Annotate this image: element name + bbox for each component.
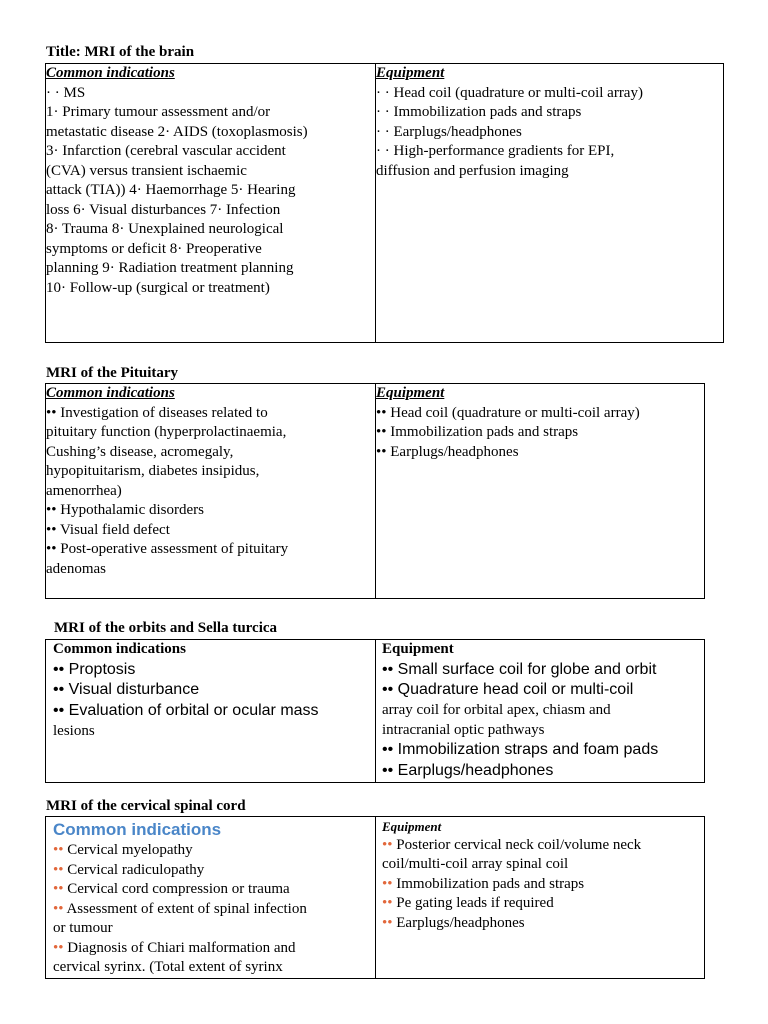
cervical-indication-line: •• Diagnosis of Chiari malformation and <box>53 939 296 956</box>
brain-indication-line: (CVA) versus transient ischaemic <box>46 162 247 179</box>
orbits-indications-cell <box>46 640 376 783</box>
orbits-indication-line: lesions <box>53 722 95 739</box>
cervical-equipment-line: •• Earplugs/headphones <box>382 914 525 931</box>
pituitary-indication-line: hypopituitarism, diabetes insipidus, <box>46 463 260 479</box>
brain-equipment-line: · · Head coil (quadrature or multi-coil array) <box>376 84 643 101</box>
cervical-equipment-line: •• Immobilization pads and straps <box>382 875 585 892</box>
brain-indication-line: 8· Trauma 8· Unexplained neurological <box>46 221 284 237</box>
orbits-indication-line: •• Proptosis <box>53 660 136 678</box>
cervical-indication-line: •• Cervical radiculopathy <box>53 861 205 878</box>
brain-indication-line: 10· Follow-up (surgical or treatment) <box>46 279 270 296</box>
pituitary-equipment-line: •• Immobilization pads and straps <box>376 424 579 440</box>
pituitary-indication-line: •• Investigation of diseases related to <box>46 404 268 421</box>
cervical-indication-line: •• Cervical cord compression or trauma <box>53 881 290 898</box>
pituitary-equipment-line: •• Head coil (quadrature or multi-coil array) <box>376 404 640 421</box>
brain-indication-line: · · MS <box>46 84 86 101</box>
pituitary-indication-line: pituitary function (hyperprolactinaemia, <box>46 424 287 440</box>
brain-table <box>45 63 724 343</box>
cervical-indication-line: or tumour <box>53 920 113 937</box>
cervical-equipment-cell <box>376 817 705 979</box>
pituitary-equipment-cell <box>376 384 705 599</box>
cervical-equipment-line: coil/multi-coil array spinal coil <box>382 856 569 873</box>
brain-equipment-cell <box>376 64 724 343</box>
bullet-icon: •• <box>382 836 393 853</box>
brain-equipment-line: · · High-performance gradients for EPI, <box>376 143 615 159</box>
cervical-section-title: MRI of the cervical spinal cord <box>46 798 246 814</box>
orbits-indication-line: •• Evaluation of orbital or ocular mass <box>53 702 319 720</box>
brain-indication-line: 1· Primary tumour assessment and/or <box>46 104 271 120</box>
bullet-icon: •• <box>53 842 64 859</box>
cervical-equipment-line: •• Posterior cervical neck coil/volume neck <box>382 836 642 853</box>
orbits-equipment-header: Equipment <box>382 641 454 657</box>
orbits-table <box>45 639 705 783</box>
pituitary-equipment-line: •• Earplugs/headphones <box>376 443 519 460</box>
pituitary-equipment-header: Equipment <box>376 385 445 401</box>
orbits-equipment-line: array coil for orbital apex, chiasm and <box>382 702 611 719</box>
orbits-equipment-line: intracranial optic pathways <box>382 721 545 738</box>
bullet-icon: •• <box>382 895 393 912</box>
brain-equipment-line: · · Immobilization pads and straps <box>376 104 582 120</box>
cervical-indications-cell <box>46 817 376 979</box>
orbits-indication-line: •• Visual disturbance <box>53 681 200 699</box>
orbits-equipment-line: •• Quadrature head coil or multi-coil <box>382 681 634 699</box>
pituitary-table <box>45 383 705 599</box>
bullet-icon: •• <box>53 939 64 956</box>
pituitary-indication-line: adenomas <box>46 560 106 577</box>
pituitary-indication-line: •• Hypothalamic disorders <box>46 502 204 518</box>
brain-indication-line: planning 9· Radiation treatment planning <box>46 260 294 276</box>
orbits-equipment-line: •• Earplugs/headphones <box>382 761 554 779</box>
cervical-indications-header: Common indications <box>53 820 222 839</box>
bullet-icon: •• <box>53 861 64 878</box>
pituitary-indications-cell <box>46 384 376 599</box>
pituitary-section-title: MRI of the Pituitary <box>46 365 179 381</box>
bullet-icon: •• <box>53 881 64 898</box>
brain-indication-line: metastatic disease 2· AIDS (toxoplasmosis) <box>46 123 308 140</box>
orbits-indications-header: Common indications <box>53 641 186 657</box>
pituitary-indication-line: Cushing’s disease, acromegaly, <box>46 443 234 460</box>
brain-indications-cell <box>46 64 376 343</box>
pituitary-indication-line: •• Visual field defect <box>46 521 170 538</box>
orbits-equipment-cell <box>376 640 705 783</box>
bullet-icon: •• <box>53 900 64 917</box>
cervical-indication-line: cervical syrinx. (Total extent of syrinx <box>53 959 283 976</box>
cervical-indication-line: •• Assessment of extent of spinal infection <box>53 900 307 917</box>
pituitary-indications-header: Common indications <box>46 385 175 401</box>
brain-indication-line: loss 6· Visual disturbances 7· Infection <box>46 201 281 218</box>
cervical-equipment-line: •• Pe gating leads if required <box>382 895 554 912</box>
brain-indication-line: symptoms or deficit 8· Preoperative <box>46 240 262 257</box>
bullet-icon: •• <box>382 914 393 931</box>
cervical-indication-line: •• Cervical myelopathy <box>53 842 193 859</box>
orbits-equipment-line: •• Small surface coil for globe and orbit <box>382 660 657 678</box>
brain-equipment-line: diffusion and perfusion imaging <box>376 162 569 179</box>
orbits-section-title: MRI of the orbits and Sella turcica <box>54 620 278 636</box>
brain-indication-line: 3· Infarction (cerebral vascular accident <box>46 143 286 159</box>
brain-section-title: Title: MRI of the brain <box>46 44 195 60</box>
brain-equipment-header: Equipment <box>376 65 445 81</box>
bullet-icon: •• <box>382 875 393 892</box>
brain-equipment-line: · · Earplugs/headphones <box>376 123 522 140</box>
brain-indications-header: Common indications <box>46 65 175 81</box>
brain-indication-line: attack (TIA)) 4· Haemorrhage 5· Hearing <box>46 182 296 198</box>
orbits-equipment-line: •• Immobilization straps and foam pads <box>382 741 659 759</box>
pituitary-indication-line: •• Post-operative assessment of pituitary <box>46 541 289 557</box>
cervical-table <box>45 816 705 979</box>
cervical-equipment-header: Equipment <box>382 819 442 834</box>
pituitary-indication-line: amenorrhea) <box>46 482 122 499</box>
